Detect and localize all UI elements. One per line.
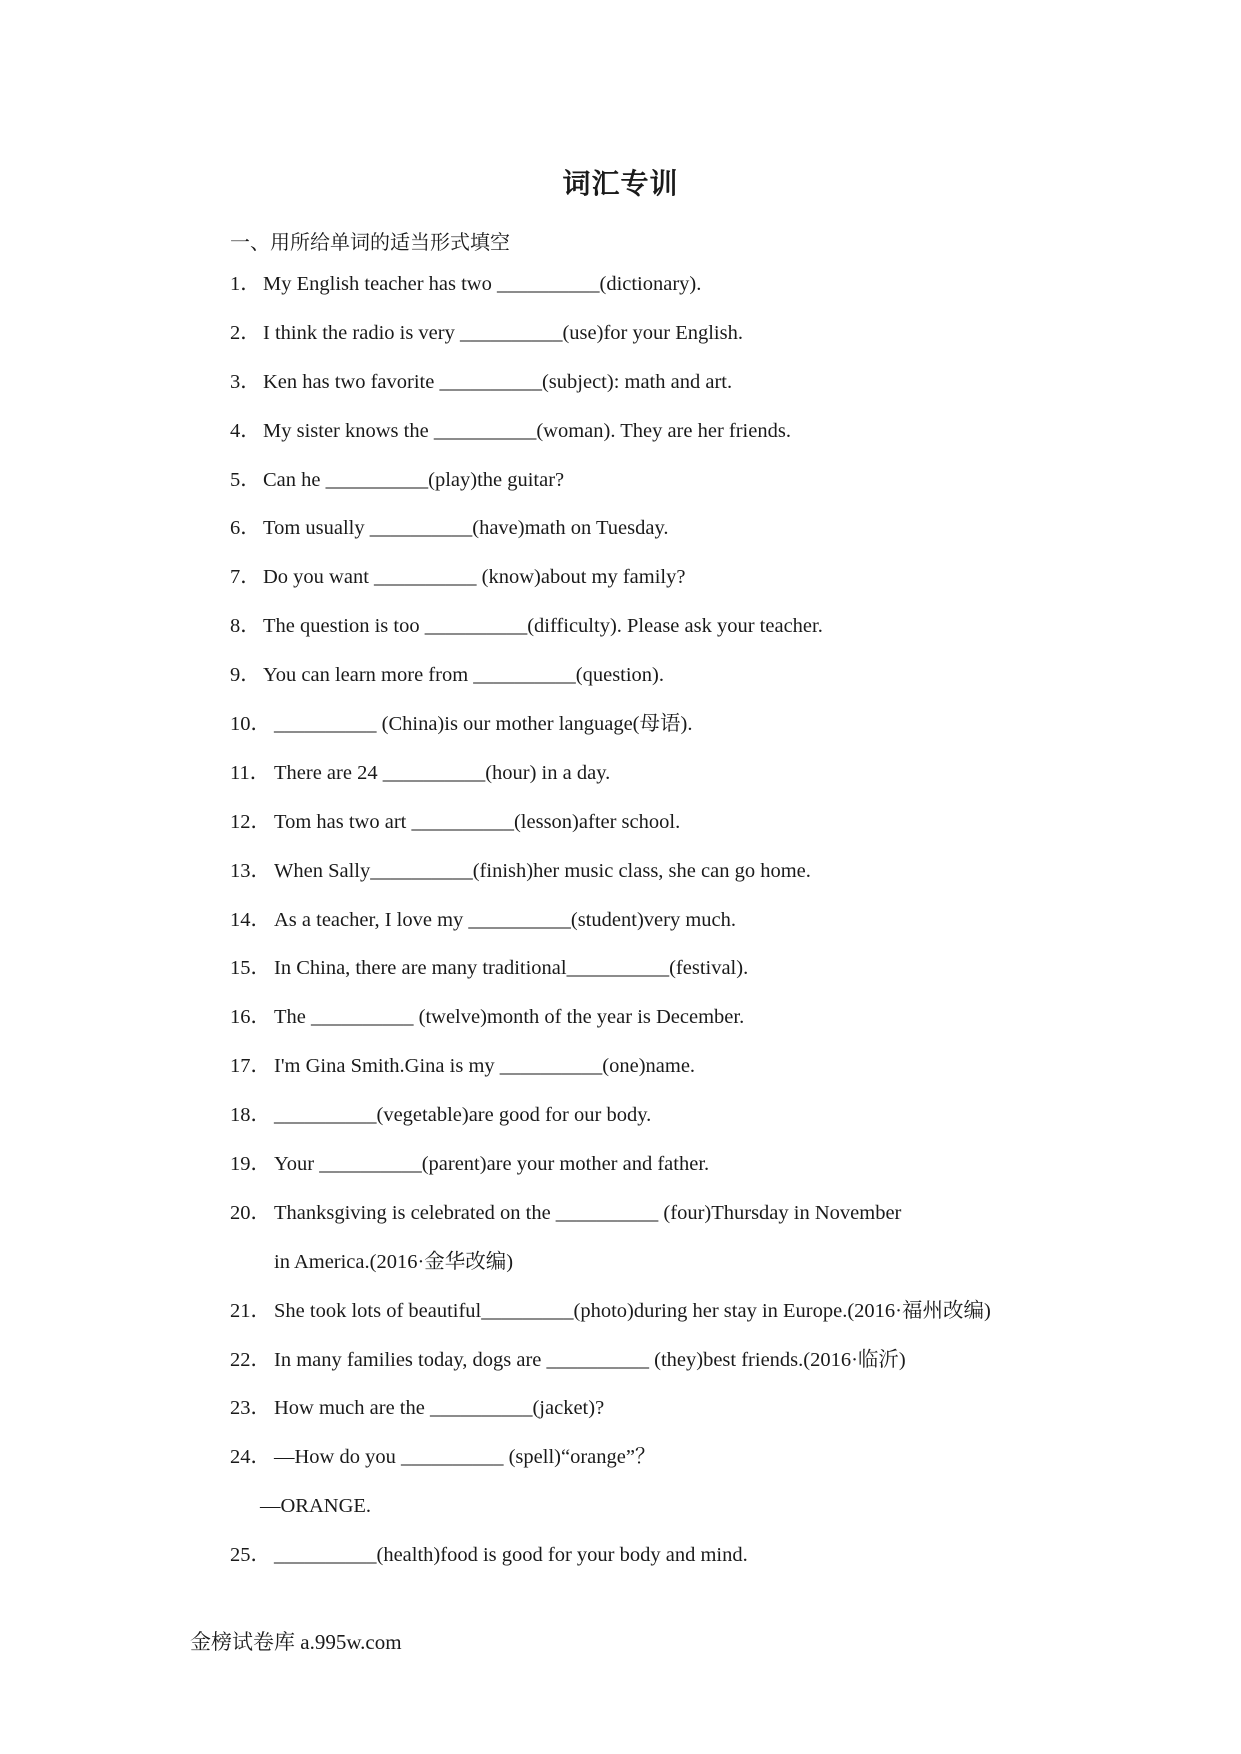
question-text: —How do you __________ (spell)“orange”？ [274,1446,656,1469]
question-text: __________(vegetable)are good for our body. [274,1104,652,1127]
question-item [230,808,1090,857]
question-number: 12． [230,810,271,833]
question-number: 25． [230,1544,271,1567]
question-number: 3． [230,370,261,393]
question-number: 4． [230,419,261,442]
question-text: When Sally__________(finish)her music class, she can go home. [274,859,811,882]
question-item [230,368,1090,417]
question-number: 7． [230,566,261,589]
question-response: —ORANGE. [260,1495,372,1518]
question-text: In many families today, dogs are __________ (they)best friends.(2016·临沂) [274,1348,906,1371]
question-number: 11． [230,761,271,784]
question-text: Ken has two favorite __________(subject): math and art. [263,370,733,393]
question-number: 6． [230,517,261,540]
question-number: 8． [230,615,261,638]
question-number: 19． [230,1153,271,1176]
question-text: __________ (China)is our mother language(母语). [274,713,693,736]
question-number: 14． [230,908,271,931]
question-text: Your __________(parent)are your mother and father. [274,1153,710,1176]
question-item [230,1003,1090,1052]
question-item [230,857,1090,906]
question-number: 23． [230,1397,271,1420]
question-item [230,759,1090,808]
question-item [230,1297,1090,1346]
question-number: 18． [230,1104,271,1127]
question-text: She took lots of beautiful_________(photo)during her stay in Europe.(2016·福州改编) [274,1299,991,1322]
question-number: 15． [230,957,271,980]
question-number: 20． [230,1201,271,1224]
question-text: Tom usually __________(have)math on Tuesday. [263,517,669,540]
question-number: 17． [230,1055,271,1078]
question-text: I'm Gina Smith.Gina is my __________(one)name. [274,1055,696,1078]
question-number: 1． [230,273,261,295]
question-item [230,710,1090,759]
question-number: 22． [230,1348,271,1371]
question-number: 5． [230,468,261,491]
question-text: Can he __________(play)the guitar? [263,468,565,491]
question-list [230,270,1090,1590]
footer-text: 金榜试卷库 a.995w.com [190,1630,402,1654]
question-number: 16． [230,1006,271,1029]
question-text: There are 24 __________(hour) in a day. [274,761,611,784]
question-text: You can learn more from __________(question). [263,664,665,687]
question-text: In China, there are many traditional__________(festival). [274,957,749,980]
section-heading: 一、用所给单词的适当形式填空 [230,230,510,254]
question-item [230,270,1090,319]
question-number: 9． [230,664,261,687]
question-item [230,514,1090,563]
question-item [230,417,1090,466]
question-item [230,1394,1090,1443]
question-number: 2． [230,321,261,344]
question-item [230,954,1090,1003]
question-text: __________(health)food is good for your body and mind. [274,1544,748,1567]
question-text: My English teacher has two __________(dictionary). [263,273,702,295]
question-item [230,612,1090,661]
question-item [230,1101,1090,1150]
question-text: My sister knows the __________(woman). They are her friends. [263,419,791,442]
question-text: Thanksgiving is celebrated on the __________ (four)Thursday in November [274,1201,902,1224]
question-text: The question is too __________(difficulty). Please ask your teacher. [263,615,823,638]
question-item [230,1346,1090,1395]
question-item [230,563,1090,612]
question-item [230,1443,1090,1492]
question-number: 21． [230,1299,271,1322]
question-text: The __________ (twelve)month of the year is December. [274,1006,745,1029]
question-number: 24． [230,1446,271,1469]
question-item [230,1541,1090,1590]
question-text: Tom has two art __________(lesson)after school. [274,810,681,833]
question-text: I think the radio is very __________(use)for your English. [263,321,743,344]
question-item [230,319,1090,368]
question-item [230,1150,1090,1199]
question-item [230,661,1090,710]
question-text: Do you want __________ (know)about my family? [263,566,686,589]
question-text: How much are the __________(jacket)? [274,1397,605,1420]
question-number: 10． [230,713,271,736]
question-item [230,906,1090,955]
question-number: 13． [230,859,271,882]
question-item [230,1199,1090,1248]
question-item [230,1052,1090,1101]
question-continuation: in America.(2016·金华改编) [274,1250,514,1273]
question-item [230,466,1090,515]
page-title: 词汇专训 [562,167,679,200]
question-text: As a teacher, I love my __________(student)very much. [274,908,737,931]
